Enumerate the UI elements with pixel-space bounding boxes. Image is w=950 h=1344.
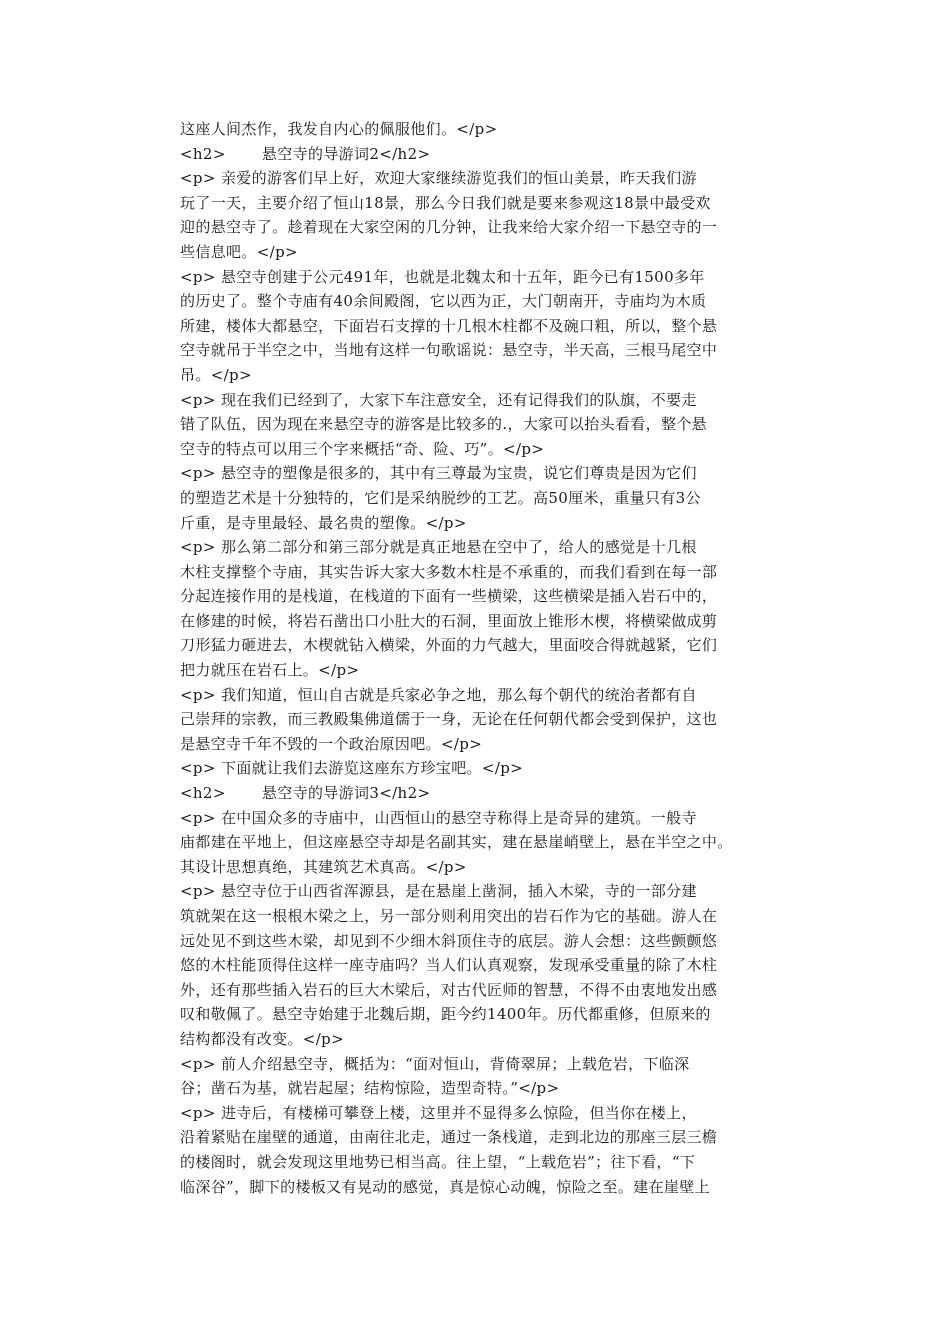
text-line: 临深谷”，脚下的楼板又有晃动的感觉，真是惊心动魄，惊险之至。建在崖壁上 (180, 1177, 710, 1196)
document-page (180, 117, 780, 1199)
text-line: 吊。</p> (180, 365, 252, 384)
text-line: <p> 那么第二部分和第三部分就是真正地悬在空中了，给人的感觉是十几根 (180, 538, 697, 557)
text-line: 些信息吧。</p> (180, 242, 298, 261)
text-line: 沿着紧贴在崖壁的通道，由南往北走，通过一条栈道，走到北边的那座三层三檐 (180, 1128, 718, 1147)
text-line: 结构都没有改变。</p> (180, 1029, 344, 1048)
text-line: 错了队伍，因为现在来悬空寺的游客是比较多的.，大家可以抬头看看，整个悬 (180, 415, 708, 434)
text-line: 远处见不到这些木梁，却见到不少细木斜顶住寺的底层。游人会想：这些颤颤悠 (180, 931, 718, 950)
text-line: <p> 悬空寺位于山西省浑源县，是在悬崖上凿洞，插入木梁，寺的一部分建 (180, 882, 697, 901)
text-line: <p> 悬空寺创建于公元491年，也就是北魏太和十五年，距今已有1500多年 (180, 267, 705, 286)
text-line: 所建，楼体大都悬空，下面岩石支撑的十几根木柱都不及碗口粗，所以，整个悬 (180, 316, 718, 335)
text-line: 分起连接作用的是栈道，在栈道的下面有一些横梁，这些横梁是插入岩石中的， (180, 587, 718, 606)
section-heading-2: <h2> 悬空寺的导游词2</h2> (180, 144, 431, 163)
text-line: 空寺就吊于半空之中，当地有这样一句歌谣说：悬空寺，半天高，三根马尾空中 (180, 341, 718, 360)
text-line: <p> 悬空寺的塑像是很多的，其中有三尊最为宝贵，说它们尊贵是因为它们 (180, 464, 697, 483)
text-line: 木柱支撑整个寺庙，其实告诉大家大多数木柱是不承重的，而我们看到在每一部 (180, 562, 718, 581)
text-line: 筑就架在这一根根木梁之上，另一部分则利用突出的岩石作为它的基础。游人在 (180, 907, 718, 925)
text-line: <p> 亲爱的游客们早上好，欢迎大家继续游览我们的恒山美景，昨天我们游 (180, 169, 697, 188)
text-line: <p> 进寺后，有楼梯可攀登上楼，这里并不显得多么惊险，但当你在楼上， (180, 1103, 697, 1122)
text-line: 庙都建在平地上，但这座悬空寺却是名副其实，建在悬崖峭壁上，悬在半空之中。 (180, 833, 733, 852)
text-line: 空寺的特点可以用三个字来概括“奇、险、巧”。</p> (180, 439, 545, 458)
section-heading-3: <h2> 悬空寺的导游词3</h2> (180, 784, 431, 803)
text-line: 这座人间杰作，我发自内心的佩服他们。</p> (180, 120, 498, 138)
text-line: 刀形猛力砸进去，木楔就钻入横梁，外面的力气越大，里面咬合得就越紧，它们 (180, 636, 718, 655)
text-line: 迎的悬空寺了。趁着现在大家空闲的几分钟，让我来给大家介绍一下悬空寺的一 (180, 218, 718, 237)
text-line: 把力就压在岩石上。</p> (180, 661, 360, 680)
text-line: 的历史了。整个寺庙有40余间殿阁，它以西为正，大门朝南开，寺庙均为木质 (180, 292, 707, 311)
text-line: 是悬空寺千年不毁的一个政治原因吧。</p> (180, 734, 483, 753)
text-line: 外，还有那些插入岩石的巨大木梁后，对古代匠师的智慧，不得不由衷地发出感 (180, 980, 718, 999)
text-line: 斤重，是寺里最轻、最名贵的塑像。</p> (180, 513, 467, 532)
text-line: <p> 现在我们已经到了，大家下车注意安全，还有记得我们的队旗，不要走 (180, 390, 697, 409)
text-line: 的塑造艺术是十分独特的，它们是采纳脱纱的工艺。高50厘米，重量只有3公 (180, 488, 701, 507)
text-line: 的楼阁时，就会发现这里地势已相当高。往上望，“上载危岩”；往下看，“下 (180, 1152, 696, 1171)
text-line: 在修建的时候，将岩石凿出口小肚大的石洞，里面放上锥形木楔，将横梁做成剪 (180, 611, 718, 630)
text-line: 己崇拜的宗教，而三教殿集佛道儒于一身，无论在任何朝代都会受到保护，这也 (180, 710, 718, 729)
text-line: <p> 前人介绍悬空寺，概括为：“面对恒山，背倚翠屏；上载危岩，下临深 (180, 1054, 690, 1073)
text-line: 玩了一天，主要介绍了恒山18景，那么今日我们就是要来参观这18景中最受欢 (180, 193, 711, 212)
text-line: <p> 我们知道，恒山自古就是兵家必争之地，那么每个朝代的统治者都有自 (180, 685, 697, 704)
text-line: 其设计思想真绝，其建筑艺术真高。</p> (180, 857, 467, 876)
text-line: <p> 在中国众多的寺庙中，山西恒山的悬空寺称得上是奇异的建筑。一般寺 (180, 808, 697, 827)
text-line: 悠的木柱能顶得住这样一座寺庙吗？当人们认真观察，发现承受重量的除了木柱 (180, 956, 718, 975)
text-line: <p> 下面就让我们去游览这座东方珍宝吧。</p> (180, 759, 524, 778)
text-line: 叹和敬佩了。悬空寺始建于北魏后期，距今约1400年。历代都重修，但原来的 (180, 1005, 711, 1024)
text-line: 谷；凿石为基，就岩起屋；结构惊险，造型奇特。”</p> (180, 1079, 560, 1098)
